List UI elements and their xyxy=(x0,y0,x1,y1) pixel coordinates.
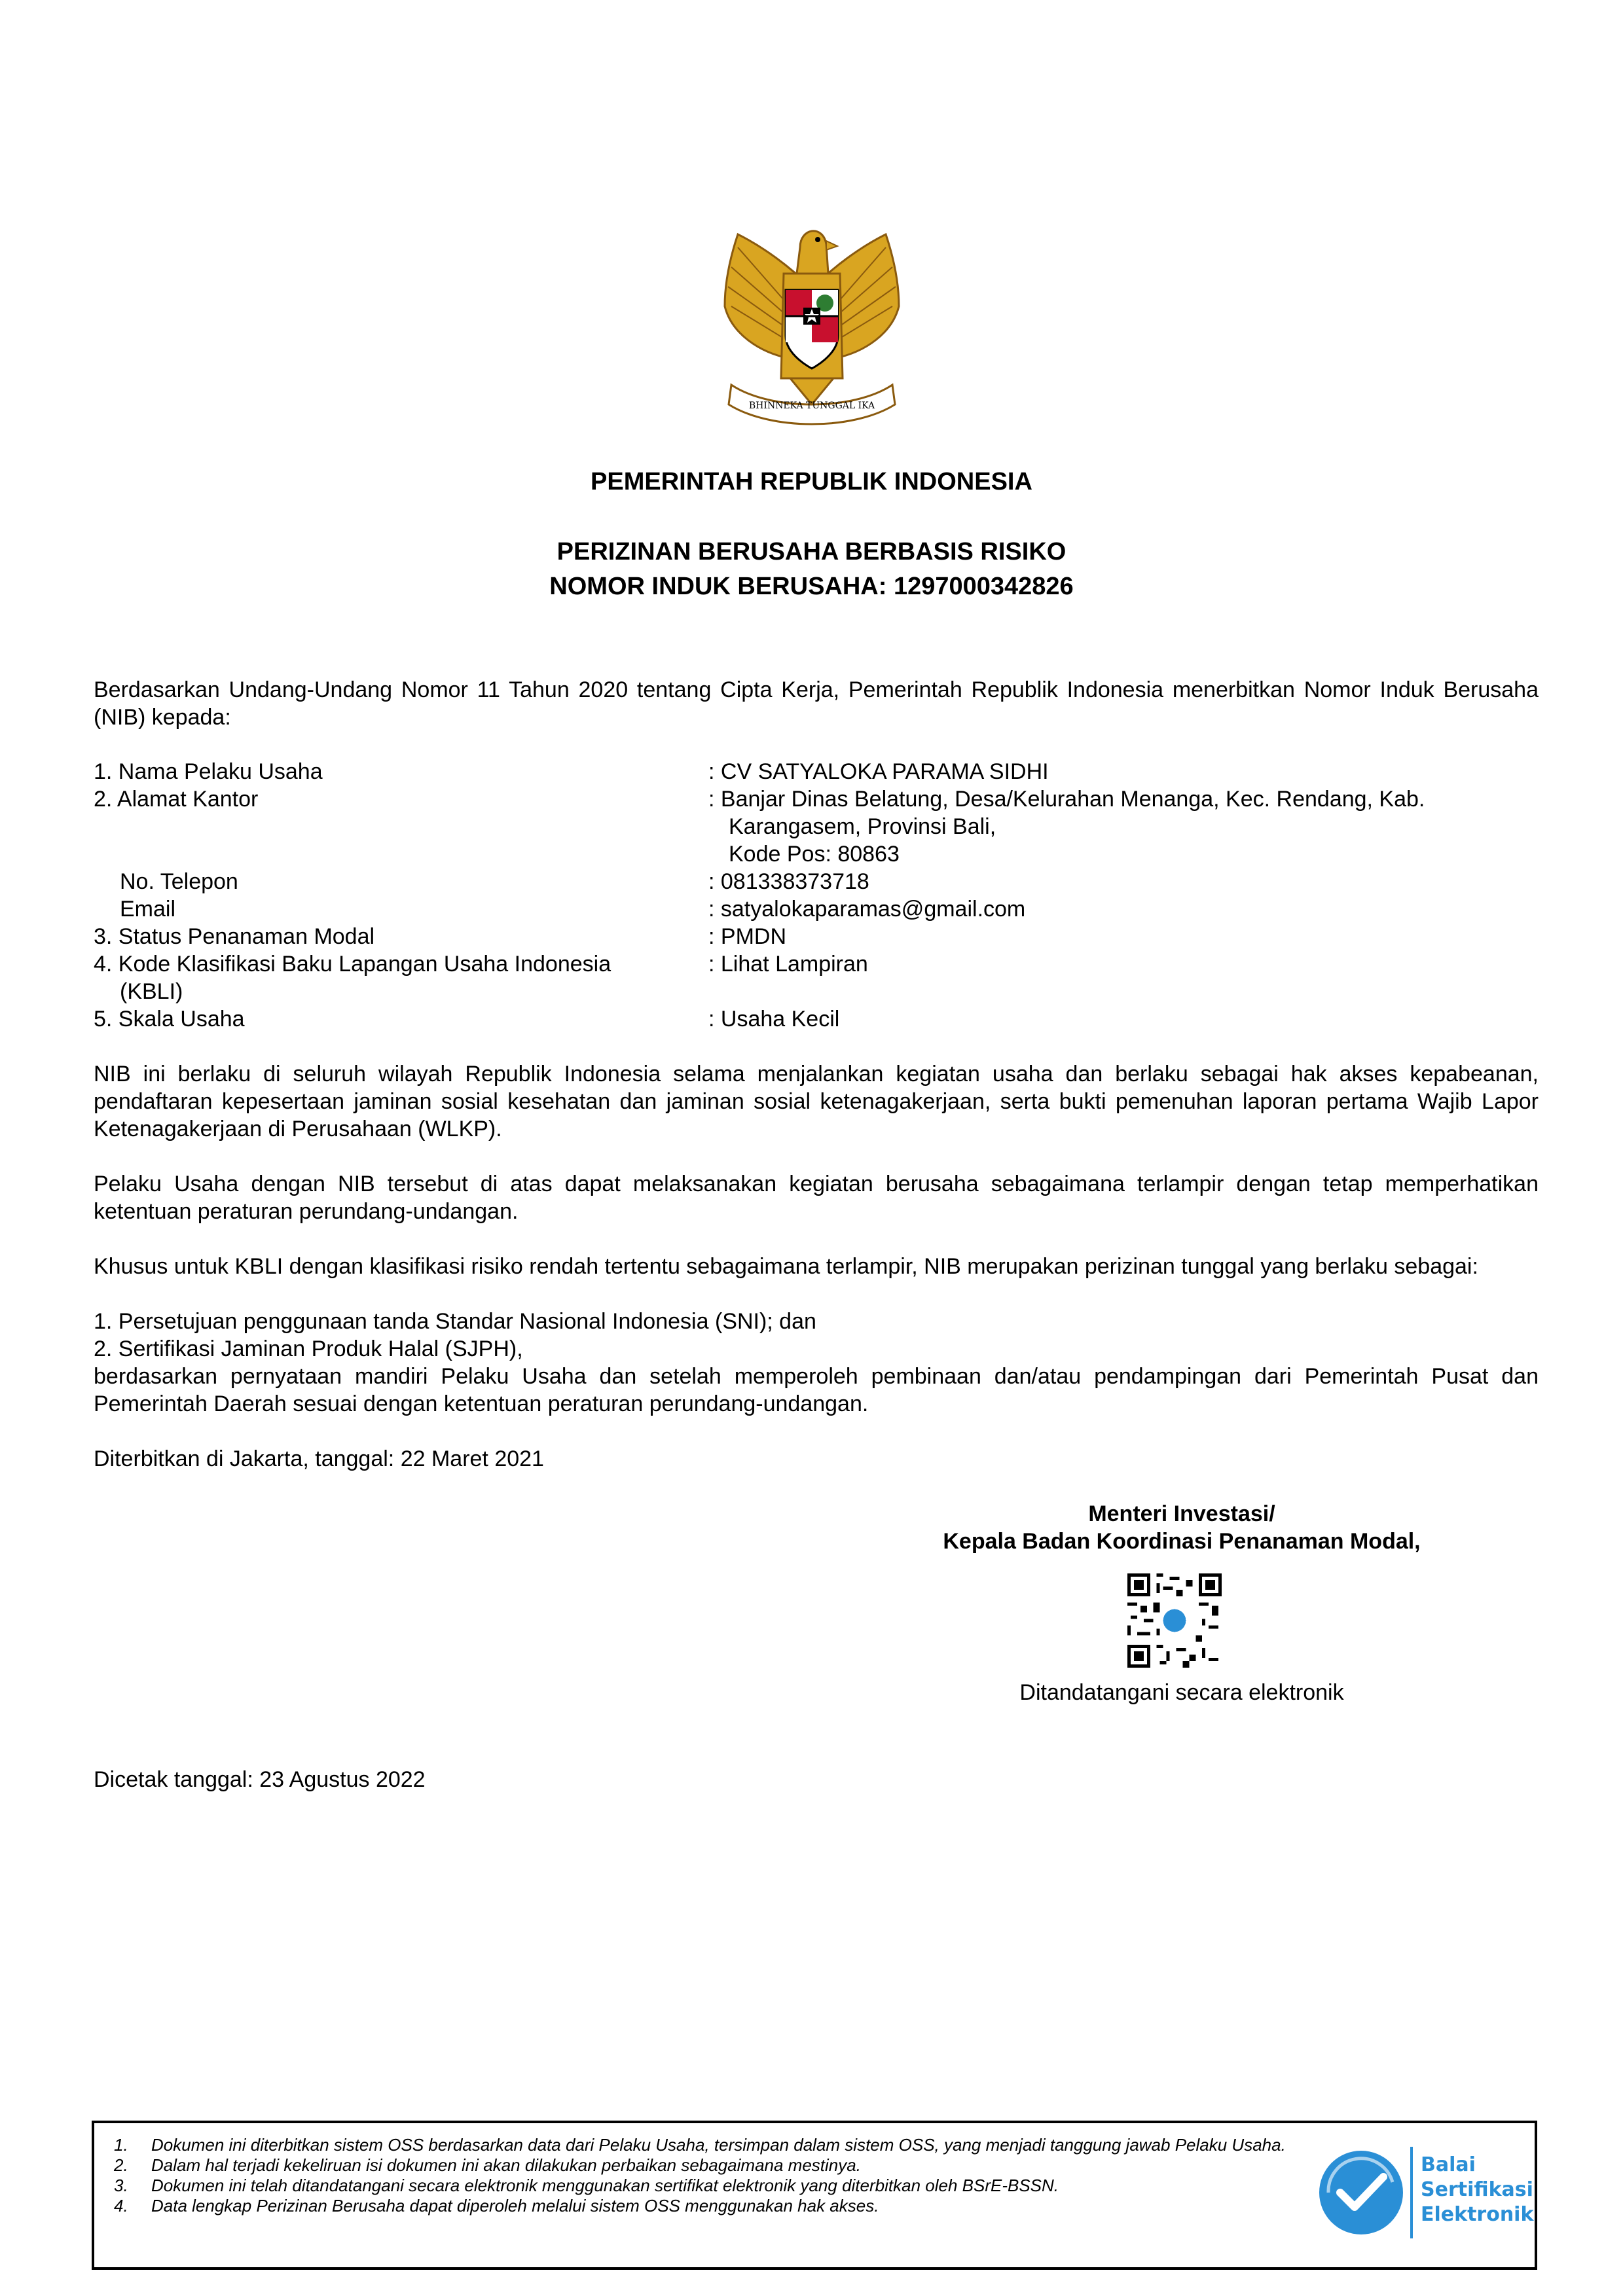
activities-paragraph: Pelaku Usaha dengan NIB tersebut di atas dapat melaksanakan kegiatan berusaha sebagaimana terlampir dengan tetap memperhatikan ketentuan peraturan perundang-undangan. xyxy=(94,1172,1539,1224)
bsre-logo-divider xyxy=(1410,2147,1413,2238)
issued-line: Diterbitkan di Jakarta, tanggal: 22 Maret 2021 xyxy=(94,1446,544,1471)
electronic-signature-note: Ditandatangani secara elektronik xyxy=(1019,1680,1344,1705)
special-closing-paragraph: berdasarkan pernyataan mandiri Pelaku Usaha dan setelah memperoleh pembinaan dan/atau pendampingan dari Pemerintah Pusat dan Pemerintah Daerah sesuai dengan ketentuan peraturan perundang-undangan. xyxy=(94,1364,1539,1416)
field-value: : 081338373718 xyxy=(708,869,869,894)
government-heading: PEMERINTAH REPUBLIK INDONESIA xyxy=(591,468,1032,495)
special-item-2: 2. Sertifikasi Jaminan Produk Halal (SJPH), xyxy=(94,1336,523,1361)
footer-note: 3. Dokumen ini telah ditandatangani secara elektronik menggunakan sertifikat elektronik yang diterbitkan oleh BSrE-BSSN. xyxy=(114,2176,1059,2195)
field-label: 5. Skala Usaha xyxy=(94,1007,245,1031)
bsre-logo-icon xyxy=(1315,2147,1407,2238)
signatory-title-line2: Kepala Badan Koordinasi Penanaman Modal, xyxy=(943,1529,1421,1554)
permit-title: PERIZINAN BERUSAHA BERBASIS RISIKO xyxy=(556,538,1067,565)
field-value: : CV SATYALOKA PARAMA SIDHI xyxy=(708,759,1049,784)
intro-paragraph: Berdasarkan Undang-Undang Nomor 11 Tahun 2020 tentang Cipta Kerja, Pemerintah Republik Indonesia menerbitkan Nomor Induk Berusaha (NIB) kepada: xyxy=(94,677,1539,730)
bsre-logo-text-1: Balai xyxy=(1421,2153,1476,2176)
bsre-logo-text-2: Sertifikasi xyxy=(1421,2178,1533,2201)
field-value: : Banjar Dinas Belatung, Desa/Kelurahan Menanga, Kec. Rendang, Kab. xyxy=(708,787,1425,812)
field-value: Kode Pos: 80863 xyxy=(729,842,900,867)
validity-paragraph: NIB ini berlaku di seluruh wilayah Republik Indonesia selama menjalankan kegiatan usaha dan berlaku sebagai hak akses kepabeanan, pendaftaran kepesertaan jaminan sosial kesehatan dan jaminan sosial ketenagakerjaan, serta bukti pemenuhan laporan pertama Wajib Lapor Ketenagakerjaan di Perusahaan (WLKP). xyxy=(94,1062,1539,1141)
signature-qr-code xyxy=(1127,1573,1222,1668)
field-value: : Lihat Lampiran xyxy=(708,952,868,977)
garuda-pancasila-emblem xyxy=(712,208,912,429)
field-value: : Usaha Kecil xyxy=(708,1007,840,1031)
nib-number-heading: NOMOR INDUK BERUSAHA: 1297000342826 xyxy=(549,573,1074,600)
field-value: Karangasem, Provinsi Bali, xyxy=(729,814,996,839)
field-label: Email xyxy=(120,897,176,922)
signatory-title-line1: Menteri Investasi/ xyxy=(1088,1501,1275,1526)
field-value: : PMDN xyxy=(708,924,786,949)
field-value: : satyalokaparamas@gmail.com xyxy=(708,897,1026,922)
printed-date-line: Dicetak tanggal: 23 Agustus 2022 xyxy=(94,1767,426,1792)
footer-note: 4. Data lengkap Perizinan Berusaha dapat diperoleh melalui sistem OSS menggunakan hak akses. xyxy=(114,2196,879,2215)
footer-notes-box xyxy=(92,2121,1537,2270)
special-item-1: 1. Persetujuan penggunaan tanda Standar Nasional Indonesia (SNI); dan xyxy=(94,1309,816,1334)
field-label: 2. Alamat Kantor xyxy=(94,787,259,812)
footer-notes-list xyxy=(114,2135,1358,2216)
field-label: 4. Kode Klasifikasi Baku Lapangan Usaha Indonesia xyxy=(94,952,611,977)
footer-note: 2. Dalam hal terjadi kekeliruan isi dokumen ini akan dilakukan perbaikan sebagaimana mestinya. xyxy=(114,2155,861,2175)
field-label: 1. Nama Pelaku Usaha xyxy=(94,759,323,784)
field-label: No. Telepon xyxy=(120,869,238,894)
special-intro-paragraph: Khusus untuk KBLI dengan klasifikasi risiko rendah tertentu sebagaimana terlampir, NIB merupakan perizinan tunggal yang berlaku sebagai: xyxy=(94,1254,1478,1279)
bsre-logo-text-3: Elektronik xyxy=(1421,2203,1534,2226)
field-label: (KBLI) xyxy=(120,979,183,1004)
field-label: 3. Status Penanaman Modal xyxy=(94,924,375,949)
svg-text:BHINNEKA TUNGGAL IKA: BHINNEKA TUNGGAL IKA xyxy=(748,401,875,411)
footer-note: 1. Dokumen ini diterbitkan sistem OSS berdasarkan data dari Pelaku Usaha, tersimpan dalam sistem OSS, yang menjadi tanggung jawab Pelaku Usaha. xyxy=(114,2135,1286,2155)
